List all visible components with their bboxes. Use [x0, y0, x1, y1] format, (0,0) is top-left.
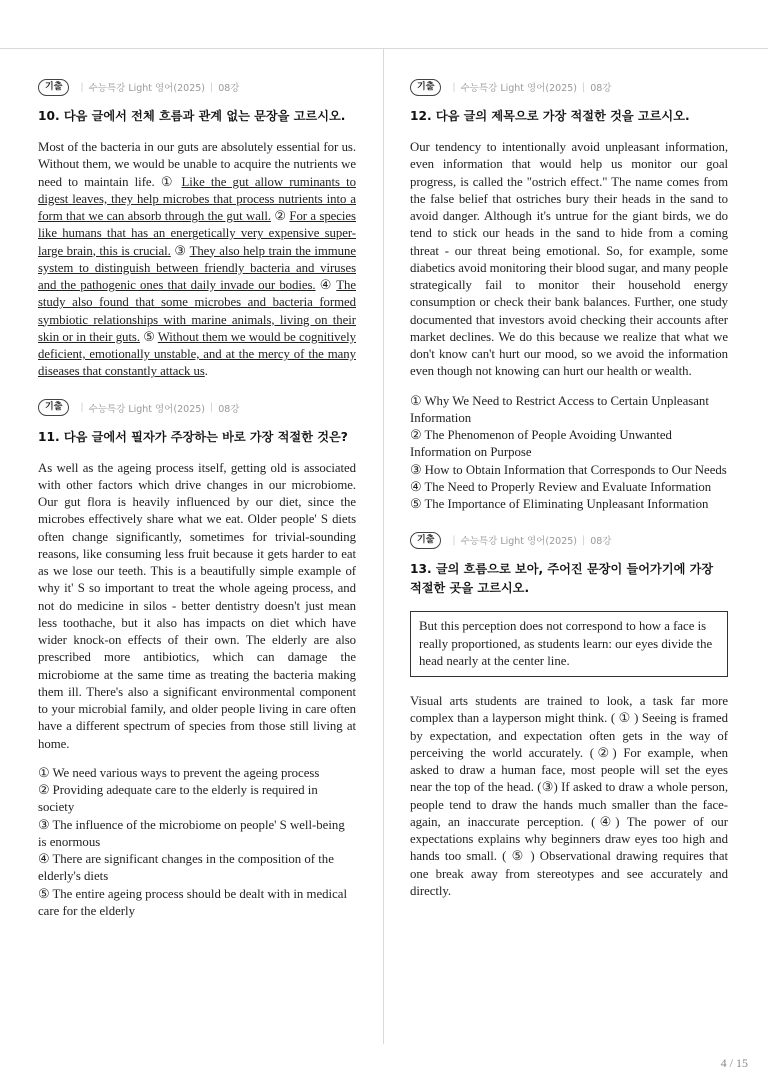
given-sentence-box: But this perception does not correspond to how a face is really proportioned, as students learn: our eyes divide the head nearly at the center line.	[410, 611, 728, 677]
source-label: 수능특강 Light 영어(2025)	[460, 536, 577, 548]
header-rule	[0, 48, 768, 49]
question-title: 13. 글의 흐름으로 보아, 주어진 문장이 들어가기에 가장 적절한 곳을 고르시오.	[410, 562, 714, 596]
answer-options	[38, 765, 356, 920]
answer-option-2[interactable]: ② Providing adequate care to the elderly is required in society	[38, 783, 318, 815]
passage: As well as the ageing process itself, getting old is associated with other factors which drive changes in our microbiome. Our gut flora is heavily influenced by our diet, since the microbes effectively share what we eat. Older people' S diets often change significantly, sometimes for trivial-sounding reasons, like consuming less fruit because it gets harder to eat as we lose our teeth. This is a beautifully simple example of why it' S so important to treat the whole ageing process, and not do medicine in silos - better dentistry doesn't just mean less toothache, but it also has impacts on diet which have wider knock-on effects of their own. The elderly are also prescribed more antibiotics, which can damage the microbiome at the same time as treating the bacteria making them ill. There's also a significant environmental component to your microbial family, and older people living in care often have a different spectrum of species from those still living at home.	[38, 460, 356, 751]
question-13	[410, 531, 728, 900]
choice-sentence-3: They also help train the immune system to distinguish between friendly bacteria and viruses and the pathogenic ones that daily invade our bodies.	[38, 243, 356, 292]
question-meta	[38, 78, 356, 96]
question-11	[38, 399, 356, 921]
lesson-label: 08강	[218, 83, 240, 94]
choice-marker: ④	[319, 278, 333, 292]
lesson-label: 08강	[218, 403, 240, 415]
question-meta	[410, 78, 728, 96]
question-meta	[38, 399, 356, 417]
answer-option-3[interactable]: ③ The influence of the microbiome on people' S well-being is enormous	[38, 817, 345, 849]
left-column	[38, 78, 356, 938]
meta-separator: |	[210, 81, 214, 93]
answer-option-1[interactable]: ① Why We Need to Restrict Access to Certain Unpleasant Information	[410, 393, 709, 425]
answer-option-1[interactable]: ① We need various ways to prevent the ageing process	[38, 765, 320, 780]
passage: Visual arts students are trained to look, a task far more complex than a layperson might think. ( ① ) Seeing is framed by expectation, and expectation often gets in the way of perceiving the world accurately. (②) For example, when asked to draw a human face, most people will set the eyes near the top of the head. (③) If asked to draw a whole person, people tend to draw the hands much smaller than the face- again, an inaccurate perception. (④) The power of our expectations explains why beginners draw eyes too high and hands too small. ( ⑤ ) Observational drawing requires that one break away from stereotypes and see accurately and directly.	[410, 694, 728, 898]
choice-marker: ②	[274, 209, 287, 223]
answer-option-5[interactable]: ⑤ The entire ageing process should be dealt with in medical care for the elderly	[38, 886, 348, 918]
exam-badge: 기출	[410, 79, 441, 96]
meta-separator: |	[210, 402, 214, 413]
lesson-label: 08강	[590, 536, 612, 548]
question-title: 12. 다음 글의 제목으로 가장 적절한 것을 고르시오.	[410, 109, 690, 123]
meta-separator: |	[452, 534, 456, 546]
column-divider	[383, 49, 384, 1044]
meta-separator: |	[80, 402, 84, 413]
question-12	[410, 78, 728, 513]
choice-sentence-4: The study also found that some microbes and bacteria formed symbiotic relationships with marine animals, living on their skin or in their guts.	[38, 278, 356, 344]
source-label: 수능특강 Light 영어(2025)	[88, 83, 205, 94]
exam-badge: 기출	[38, 79, 69, 96]
right-column	[410, 78, 728, 918]
passage-intro: Most of the bacteria in our guts are absolutely essential for us. Without them, we would be unable to acquire the nutrients we need to maintain life.	[38, 140, 356, 189]
answer-option-5[interactable]: ⑤ The Importance of Eliminating Unpleasant Information	[410, 497, 709, 511]
passage	[38, 139, 356, 381]
meta-separator: |	[80, 81, 84, 93]
question-meta	[410, 531, 728, 549]
exam-badge: 기출	[410, 532, 441, 549]
choice-marker: ⑤	[143, 329, 155, 344]
choice-sentence-2: For a species like humans that has an energetically very expensive super-large brain, this is crucial.	[38, 209, 356, 258]
question-title: 10. 다음 글에서 전체 흐름과 관계 없는 문장을 고르시오.	[38, 109, 346, 123]
passage-end: .	[204, 364, 208, 379]
question-title: 11. 다음 글에서 필자가 주장하는 바로 가장 적절한 것은?	[38, 429, 348, 444]
meta-separator: |	[452, 81, 456, 93]
answer-options	[410, 393, 728, 514]
question-10	[38, 78, 356, 381]
meta-separator: |	[582, 534, 586, 546]
exam-badge: 기출	[38, 399, 69, 416]
answer-option-2[interactable]: ② The Phenomenon of People Avoiding Unwanted Information on Purpose	[410, 428, 672, 460]
choice-marker: ①	[160, 174, 176, 189]
choice-marker: ③	[174, 243, 187, 258]
source-label: 수능특강 Light 영어(2025)	[88, 403, 205, 415]
passage: Our tendency to intentionally avoid unpleasant information, even information that would help us monitor our goal progress, is called the "ostrich effect." The name comes from the false belief that ostriches bury their heads in the sand to avoid danger. Although it's untrue for the giant birds, we do tend to stick our heads in the sand to hide from a coming threat - our threat being emotional. So, for example, some diabetics avoid monitoring their blood sugar, and many people strategically fail to monitor their household energy consumption or check their bank balances. Further, one study documented that investors avoid checking their accounts after market declines. We do this because we realize that what we don't know can't hurt our mood, so we avoid the information even though not knowing can hurt our health or wealth.	[410, 140, 728, 379]
source-label: 수능특강 Light 영어(2025)	[460, 83, 577, 94]
choice-sentence-1: Like the gut allow ruminants to digest leaves, they help microbes that process nutrients into a form that we can absorb through the gut wall.	[38, 174, 356, 223]
answer-option-4[interactable]: ④ There are significant changes in the composition of the elderly's diets	[38, 852, 334, 884]
answer-option-4[interactable]: ④ The Need to Properly Review and Evaluate Information	[410, 479, 712, 494]
page-number: 4 / 15	[720, 1056, 748, 1070]
answer-option-3[interactable]: ③ How to Obtain Information that Corresponds to Our Needs	[410, 462, 727, 477]
meta-separator: |	[582, 81, 586, 93]
choice-sentence-5: Without them we would be cognitively deficient, emotionally unstable, and at the mercy of the many diseases that constantly attack us	[38, 329, 356, 379]
lesson-label: 08강	[590, 83, 612, 94]
